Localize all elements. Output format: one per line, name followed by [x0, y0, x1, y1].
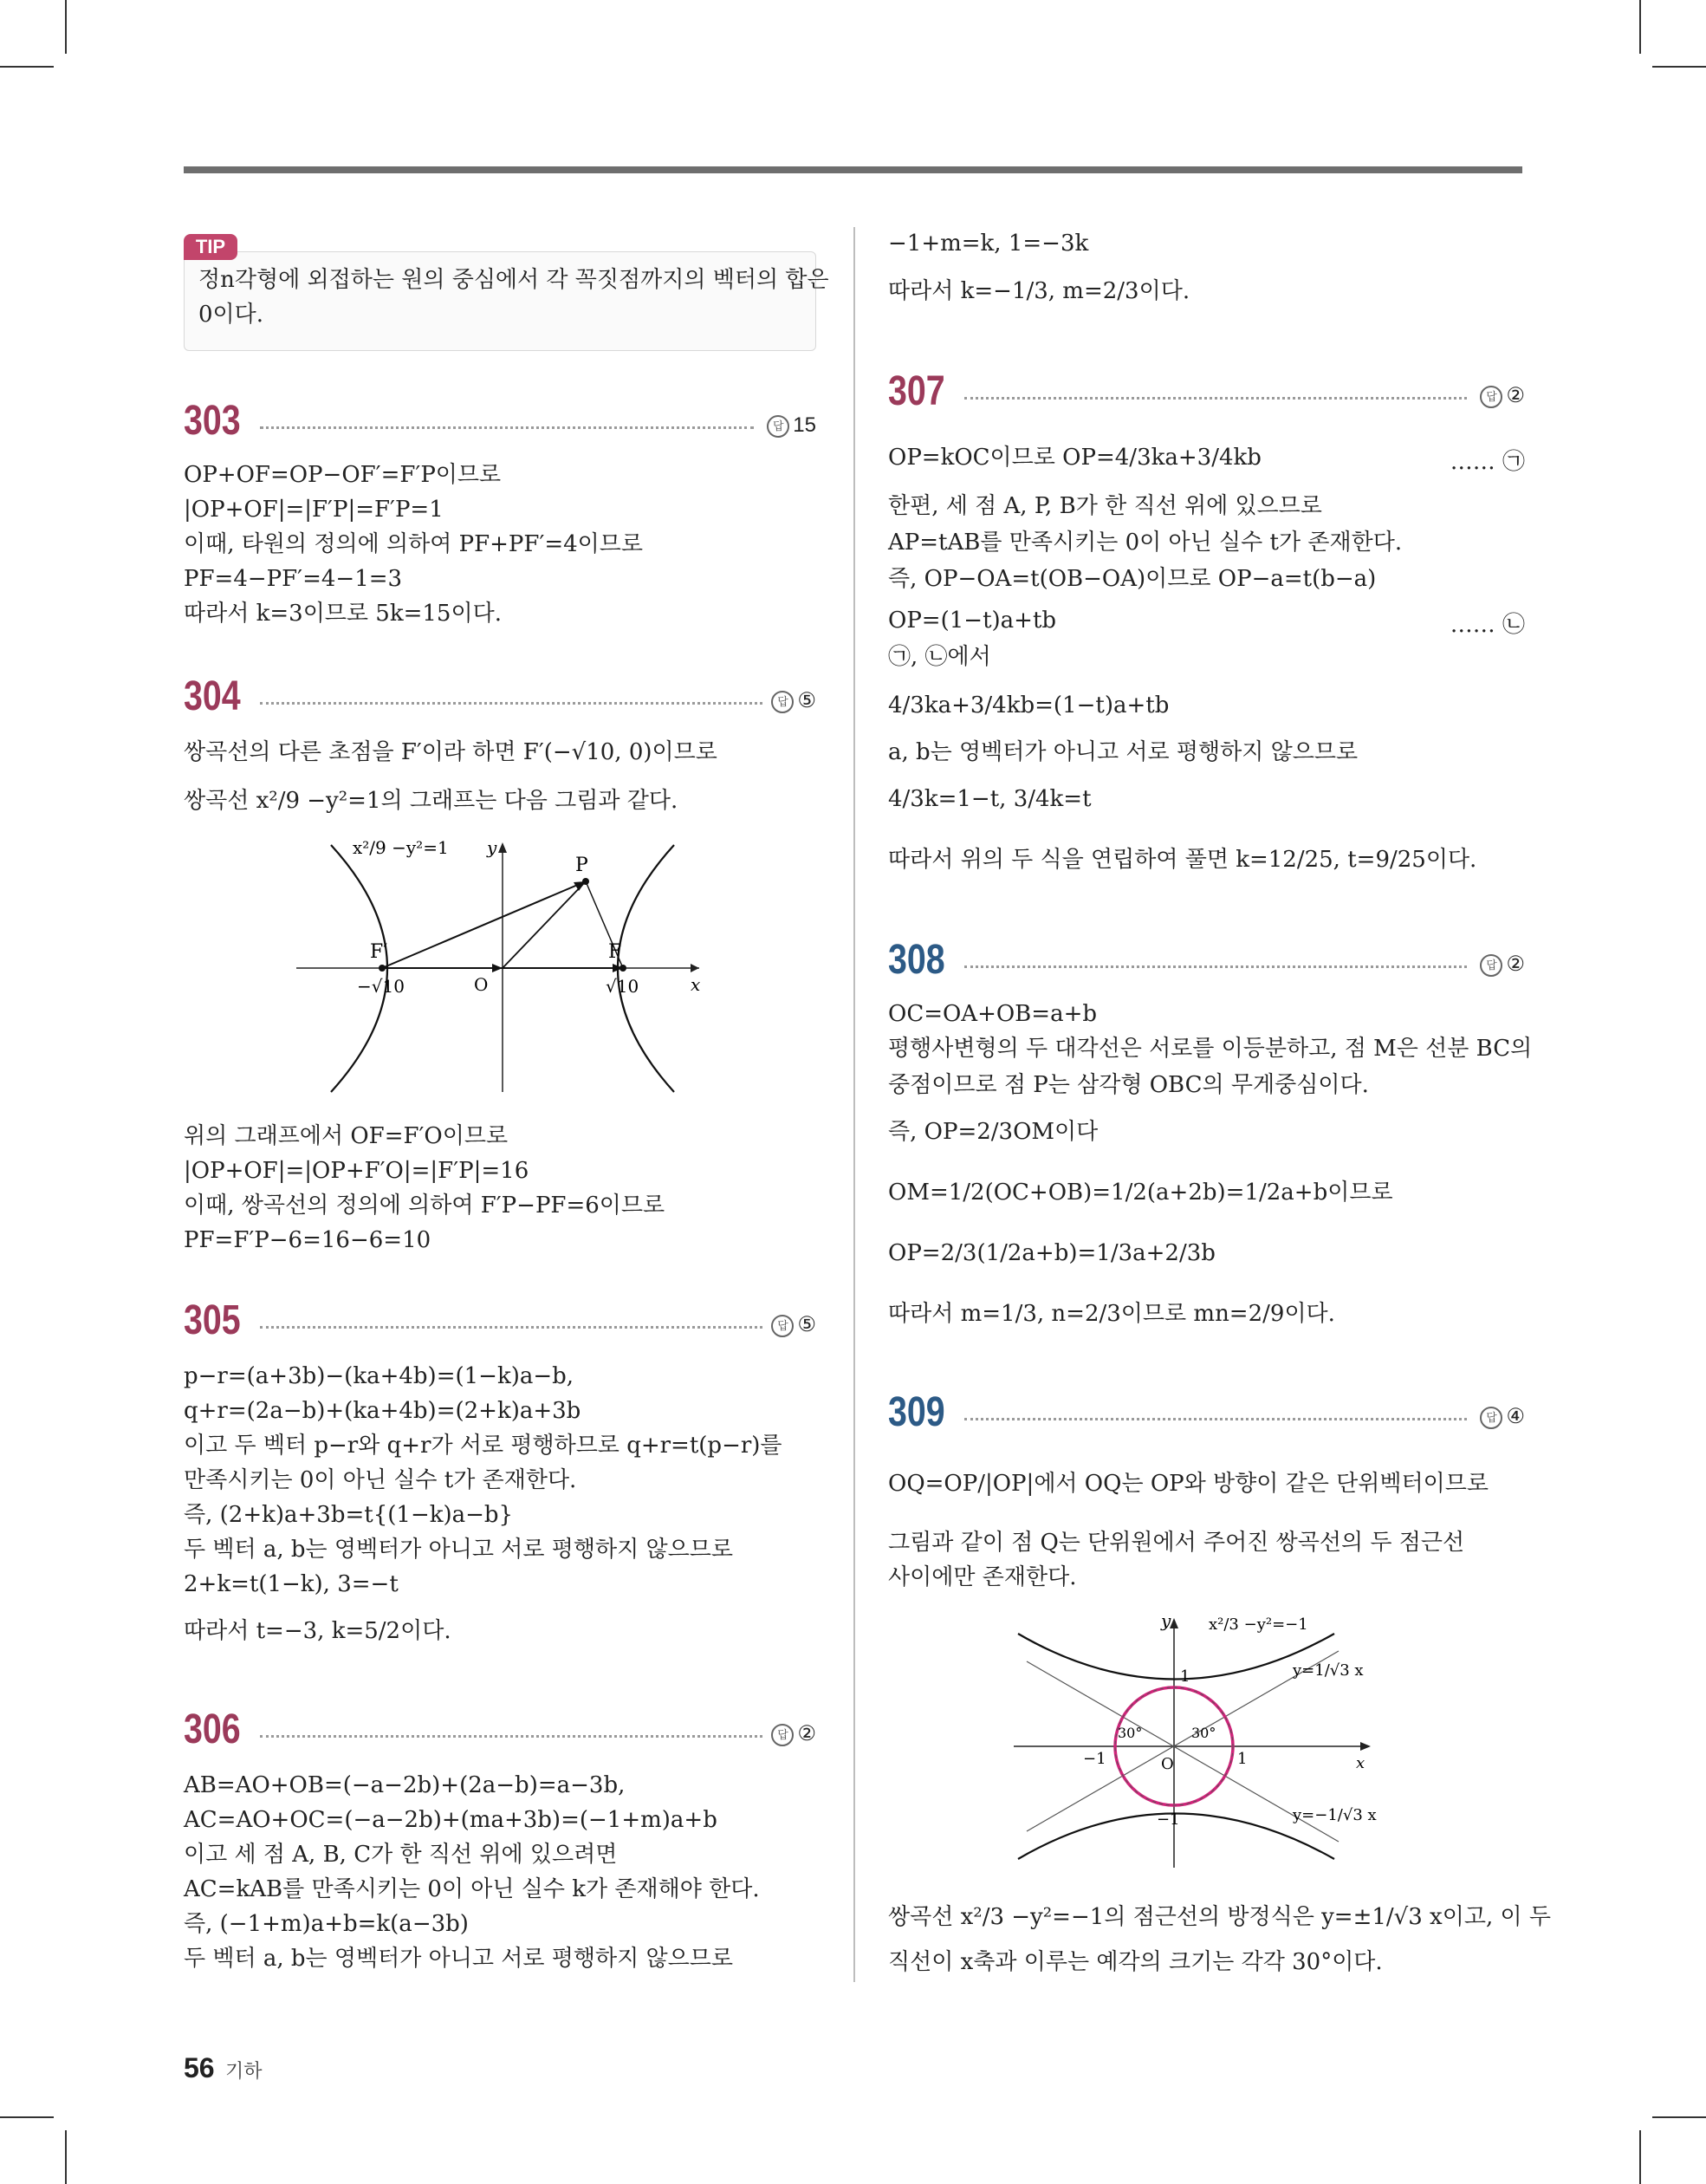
answer-icon: 답 [771, 1724, 794, 1746]
problem-number: 304 [184, 673, 241, 719]
solution-line: 4/3ka+3/4kb=(1−t)a+tb [888, 692, 1170, 718]
tip-label: TIP [184, 234, 237, 260]
answer-value: ⑤ [797, 1313, 816, 1336]
solution-line: p−r=(a+3b)−(ka+4b)=(1−k)a−b, [184, 1363, 574, 1389]
solution-line: 사이에만 존재한다. [888, 1564, 1077, 1590]
x-label: x [1356, 1754, 1365, 1772]
problem-header-307 [888, 367, 1525, 416]
solution-line: 4/3k=1−t, 3/4k=t [888, 786, 1092, 812]
solution-line: 두 벡터 a, b는 영벡터가 아니고 서로 평행하지 않으므로 [184, 1946, 733, 1972]
solution-line: AC=kAB를 만족시키는 0이 아닌 실수 k가 존재해야 한다. [184, 1876, 760, 1902]
y-axis-arrow [498, 842, 507, 853]
asymptote-label-positive: y=1/√3 x [1293, 1661, 1364, 1680]
solution-line: 즉, (2+k)a+3b=t{(1−k)a−b} [184, 1502, 514, 1528]
dotted-leader [964, 1418, 1467, 1420]
solution-line: OC=OA+OB=a+b [888, 1001, 1098, 1027]
crop-mark [0, 2116, 54, 2118]
column-divider [853, 227, 855, 1982]
crop-mark [1639, 0, 1641, 54]
solution-line: 평행사변형의 두 대각선은 서로를 이등분하고, 점 M은 선분 BC의 [888, 1036, 1533, 1062]
x-axis-arrow [691, 964, 699, 972]
label-f: F [608, 941, 622, 963]
problem-number: 306 [184, 1706, 241, 1752]
solution-line: OP+OF=OP−OF′=F′P이므로 [184, 462, 502, 488]
tip-line-2: 0이다. [198, 302, 264, 328]
solution-line: 따라서 m=1/3, n=2/3이므로 mn=2/9이다. [888, 1301, 1335, 1327]
solution-line: 2+k=t(1−k), 3=−t [184, 1571, 399, 1597]
answer-badge [767, 413, 816, 439]
solution-line: a, b는 영벡터가 아니고 서로 평행하지 않으므로 [888, 739, 1359, 765]
page-number: 56 [184, 2052, 215, 2083]
solution-line: 위의 그래프에서 OF=F′O이므로 [184, 1123, 509, 1149]
point-f [619, 965, 626, 972]
answer-value: ④ [1506, 1405, 1525, 1428]
problem-header-308 [888, 936, 1525, 985]
solution-line: 이때, 타원의 정의에 의하여 PF+PF′=4이므로 [184, 531, 644, 557]
answer-icon: 답 [1480, 954, 1502, 977]
solution-line: 두 벡터 a, b는 영벡터가 아니고 서로 평행하지 않으므로 [184, 1537, 733, 1563]
angle-label-right: 30° [1191, 1725, 1216, 1741]
solution-line: 이고 세 점 A, B, C가 한 직선 위에 있으려면 [184, 1842, 618, 1868]
problem-header-305 [184, 1297, 816, 1345]
dotted-leader [260, 702, 762, 705]
label-f-prime: F′ [370, 941, 388, 963]
graph-equation: x²/9 −y²=1 [353, 837, 449, 858]
answer-value: ② [797, 1722, 816, 1745]
label-origin: O [474, 974, 489, 995]
solution-line: PF=F′P−6=16−6=10 [184, 1227, 431, 1253]
x-label: x [691, 974, 701, 995]
equation-tag: …… ㉡ [1450, 612, 1525, 638]
solution-line: q+r=(2a−b)+(ka+4b)=(2+k)a+3b [184, 1398, 581, 1424]
answer-badge [771, 1721, 816, 1747]
point-f-prime [379, 965, 386, 972]
tip-line-1: 정n각형에 외접하는 원의 중심에서 각 꼭짓점까지의 벡터의 합은 [198, 267, 829, 293]
solution-line: −1+m=k, 1=−3k [888, 231, 1089, 257]
crop-mark [0, 66, 54, 68]
problem-number: 303 [184, 398, 241, 444]
y-axis-arrow [1170, 1618, 1178, 1628]
y-label: y [487, 837, 497, 858]
solution-line: |OP+OF|=|OP+F′O|=|F′P|=16 [184, 1158, 529, 1184]
problem-header-304 [184, 673, 816, 721]
answer-value: ② [1506, 384, 1525, 407]
arrowhead [492, 964, 503, 972]
section-name: 기하 [225, 2060, 263, 2082]
crop-mark [1652, 66, 1706, 68]
solution-line: 따라서 t=−3, k=5/2이다. [184, 1618, 451, 1644]
solution-line: 이때, 쌍곡선의 정의에 의하여 F′P−PF=6이므로 [184, 1193, 665, 1219]
tip-box [184, 251, 829, 351]
solution-line: 따라서 위의 두 식을 연립하여 풀면 k=12/25, t=9/25이다. [888, 847, 1477, 873]
x-axis-arrow [1360, 1742, 1371, 1751]
solution-line: ㉠, ㉡에서 [888, 644, 991, 670]
dotted-leader [260, 1326, 762, 1329]
solution-line: 만족시키는 0이 아닌 실수 t가 존재한다. [184, 1467, 577, 1493]
answer-badge [1480, 1404, 1525, 1430]
answer-badge [1480, 952, 1525, 978]
hyperbola-circle-graph-309 [1014, 1608, 1404, 1876]
problem-number: 308 [888, 937, 945, 983]
problem-number: 307 [888, 368, 945, 414]
point-p [582, 878, 589, 885]
label-neg-one-y: −1 [1157, 1810, 1180, 1829]
solution-line: AC=AO+OC=(−a−2b)+(ma+3b)=(−1+m)a+b [184, 1807, 717, 1833]
dotted-leader [964, 965, 1467, 968]
answer-icon: 답 [771, 1315, 794, 1337]
problem-header-306 [184, 1706, 816, 1754]
label-one-x: 1 [1237, 1750, 1248, 1768]
solution-line: 즉, OP−OA=t(OB−OA)이므로 OP−a=t(b−a) [888, 566, 1377, 592]
label-origin: O [1161, 1755, 1174, 1773]
hyperbola-equation: x²/3 −y²=−1 [1209, 1615, 1308, 1634]
crop-mark [65, 0, 67, 54]
solution-line: 이고 두 벡터 p−r와 q+r가 서로 평행하므로 q+r=t(p−r)를 [184, 1433, 782, 1459]
problem-header-303 [184, 397, 816, 445]
answer-icon: 답 [767, 415, 789, 438]
solution-line: OP=kOC이므로 OP=4/3ka+3/4kb [888, 445, 1262, 471]
solution-line: AP=tAB를 만족시키는 0이 아닌 실수 t가 존재한다. [888, 530, 1403, 556]
answer-value: ⑤ [797, 689, 816, 712]
solution-line: 따라서 k=3이므로 5k=15이다. [184, 601, 502, 627]
label-one-y: 1 [1180, 1667, 1190, 1686]
hyperbola-upper-branch [1018, 1634, 1334, 1680]
problem-header-309 [888, 1388, 1525, 1437]
crop-mark [65, 2130, 67, 2184]
answer-icon: 답 [771, 691, 794, 713]
answer-icon: 답 [1480, 1407, 1502, 1429]
equation-tag: …… ㉠ [1450, 449, 1525, 475]
vector-f1-p [382, 881, 586, 968]
answer-badge [1480, 383, 1525, 409]
hyperbola-graph-304 [296, 832, 704, 1101]
header-rule [184, 166, 1522, 173]
answer-badge [771, 688, 816, 714]
asymptote-label-negative: y=−1/√3 x [1293, 1806, 1377, 1824]
answer-value: 15 [793, 413, 816, 437]
solution-line: OP=(1−t)a+tb [888, 608, 1057, 634]
crop-mark [1652, 2116, 1706, 2118]
problem-number: 305 [184, 1297, 241, 1343]
label-neg-one-x: −1 [1083, 1750, 1106, 1768]
solution-line: OM=1/2(OC+OB)=1/2(a+2b)=1/2a+b이므로 [888, 1180, 1393, 1206]
label-neg-root10: −√10 [357, 976, 405, 997]
y-label: y [1161, 1610, 1171, 1631]
solution-line: OP=2/3(1/2a+b)=1/3a+2/3b [888, 1240, 1216, 1266]
answer-value: ② [1506, 952, 1525, 976]
label-p: P [575, 855, 588, 876]
dotted-leader [260, 1735, 762, 1738]
vector-o-p [503, 881, 586, 968]
answer-badge [771, 1312, 816, 1338]
solution-line: 그림과 같이 점 Q는 단위원에서 주어진 쌍곡선의 두 점근선 [888, 1530, 1465, 1556]
solution-line: PF=4−PF′=4−1=3 [184, 566, 403, 592]
solution-line: 쌍곡선의 다른 초점을 F′이라 하면 F′(−√10, 0)이므로 [184, 739, 717, 765]
page-footer [184, 2052, 263, 2084]
problem-number: 309 [888, 1389, 945, 1435]
solution-line: 쌍곡선 x²/9 −y²=1의 그래프는 다음 그림과 같다. [184, 788, 678, 814]
solution-line: 즉, (−1+m)a+b=k(a−3b) [184, 1911, 469, 1937]
solution-line: AB=AO+OB=(−a−2b)+(2a−b)=a−3b, [184, 1772, 626, 1798]
solution-line: 한편, 세 점 A, P, B가 한 직선 위에 있으므로 [888, 493, 1322, 519]
solution-line: 중점이므로 점 P는 삼각형 OBC의 무게중심이다. [888, 1072, 1369, 1098]
crop-mark [1639, 2130, 1641, 2184]
solution-line: 쌍곡선 x²/3 −y²=−1의 점근선의 방정식은 y=±1/√3 x이고, 이 두 [888, 1904, 1551, 1930]
solution-line: |OP+OF|=|F′P|=F′P=1 [184, 497, 444, 523]
solution-line: OQ=OP/|OP|에서 OQ는 OP와 방향이 같은 단위벡터이므로 [888, 1471, 1489, 1497]
solution-line: 따라서 k=−1/3, m=2/3이다. [888, 278, 1190, 304]
dotted-leader [260, 426, 754, 429]
solution-line: 즉, OP=2/3OM이다 [888, 1119, 1099, 1145]
dotted-leader [964, 397, 1467, 400]
answer-icon: 답 [1480, 386, 1502, 408]
angle-label-left: 30° [1118, 1725, 1143, 1741]
label-root10: √10 [606, 976, 639, 997]
solution-line: 직선이 x축과 이루는 예각의 크기는 각각 30°이다. [888, 1949, 1383, 1975]
